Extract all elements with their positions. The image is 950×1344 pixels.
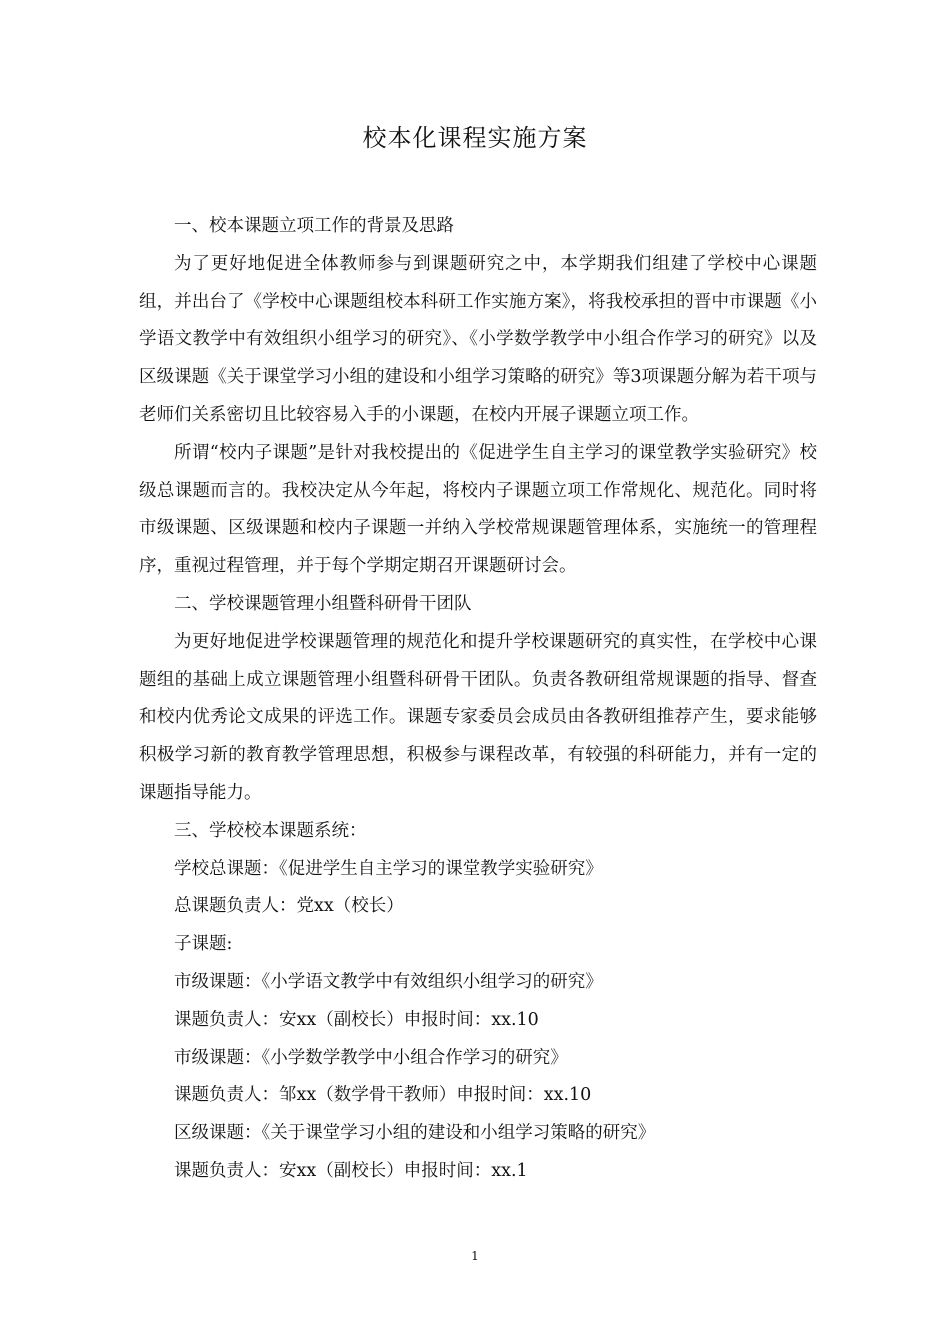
document-title: 校本化课程实施方案 [362,124,588,152]
section-heading-1: 一、校本课题立项工作的背景及思路 [174,216,454,236]
document-body [139,208,817,1191]
paragraph: 所谓“校内子课题”是针对我校提出的《促进学生自主学习的课堂教学实验研究》校级总课题而言的。我校决定从今年起，将校内子课题立项工作常规化、规范化。同时将市级课题、区级课题和校内子课题一并纳入学校常规课题管理体系，实施统一的管理程序，重视过程管理，并于每个学期定期召开课题研讨会。 [139,442,817,577]
page-number: 1 [471,1249,479,1263]
section-heading-2: 二、学校课题管理小组暨科研骨干团队 [174,593,472,614]
list-item: 课题负责人：安xx（副校长）申报时间：xx.1 [174,1160,528,1181]
list-item: 区级课题：《关于课堂学习小组的建设和小组学习策略的研究》 [174,1123,656,1144]
list-item: 课题负责人：安xx（副校长）申报时间：xx.10 [174,1009,539,1030]
list-item: 总课题负责人：党xx（校长） [174,896,404,917]
list-item: 市级课题：《小学语文教学中有效组织小组学习的研究》 [174,971,603,992]
list-item: 学校总课题：《促进学生自主学习的课堂教学实验研究》 [174,858,603,879]
list-item: 课题负责人：邹xx（数学骨干教师）申报时间：xx.10 [174,1085,592,1106]
list-item: 子课题: [174,934,233,955]
list-item: 市级课题：《小学数学教学中小组合作学习的研究》 [174,1047,568,1068]
paragraph: 为更好地促进学校课题管理的规范化和提升学校课题研究的真实性，在学校中心课题组的基础上成立课题管理小组暨科研骨干团队。负责各教研组常规课题的指导、督查和校内优秀论文成果的评选工作。课题专家委员会成员由各教研组推荐产生，要求能够积极学习新的教育教学管理思想，积极参与课程改革，有较强的科研能力，并有一定的课题指导能力。 [139,631,817,803]
paragraph: 为了更好地促进全体教师参与到课题研究之中，本学期我们组建了学校中心课题组，并出台了《学校中心课题组校本科研工作实施方案》，将我校承担的晋中市课题《小学语文教学中有效组织小组学习的研究》、《小学数学教学中小组合作学习的研究》以及区级课题《关于课堂学习小组的建设和小组学习策略的研究》等3项课题分解为若干项与老师们关系密切且比较容易入手的小课题，在校内开展子课题立项工作。 [139,253,817,425]
section-heading-3: 三、学校校本课题系统： [174,820,367,841]
